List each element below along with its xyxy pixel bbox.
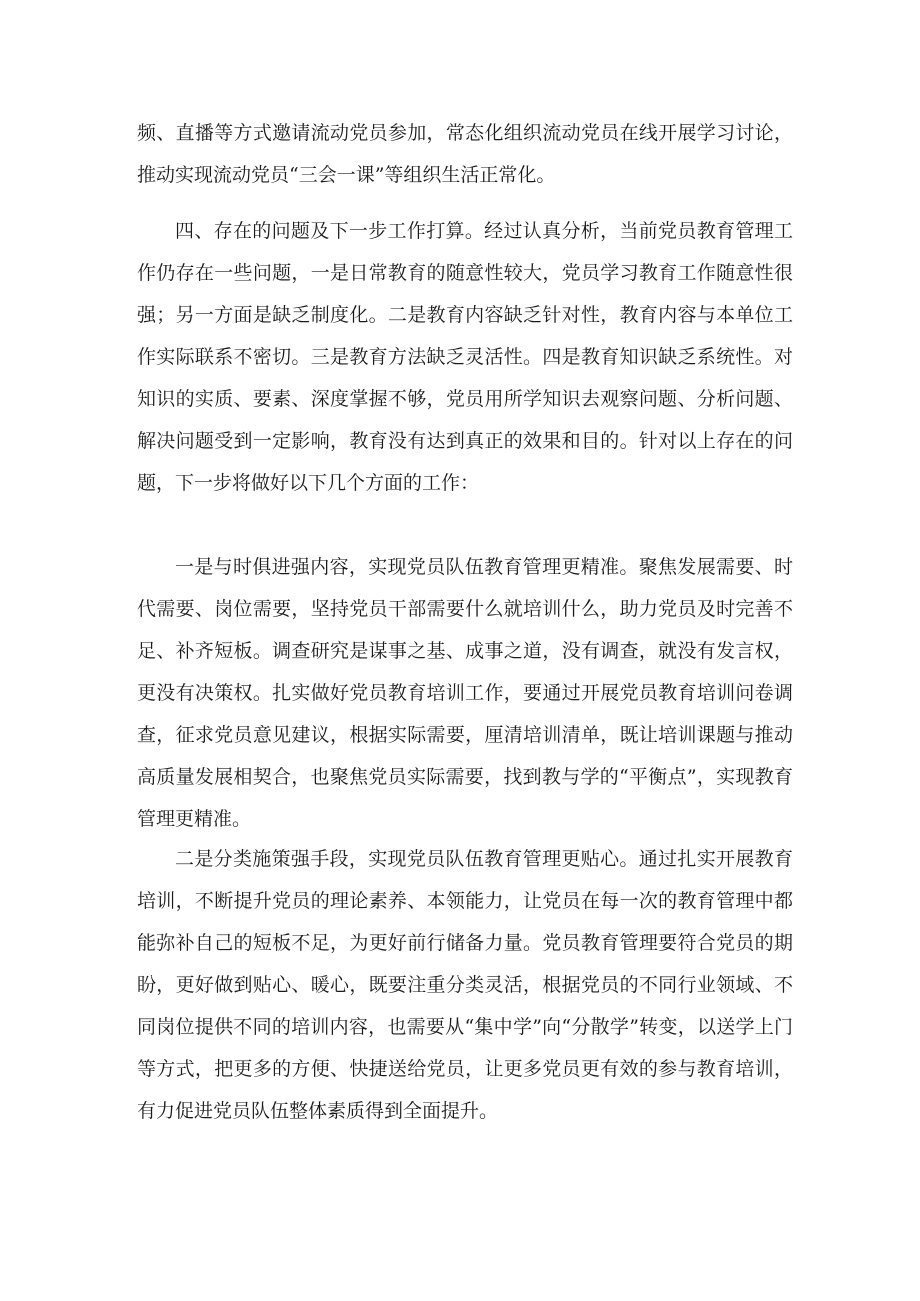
paragraph-classified-measures: [137, 838, 793, 1132]
paragraph-3-text: 一是与时俱进强内容，实现党员队伍教育管理更精准。聚焦发展需要、时代需要、岗位需要，坚持党员干部需要什么就培训什么，助力党员及时完善不足、补齐短板。调查研究是谋事之基、成事之道，没有调查，就没有发言权，更没有决策权。扎实做好党员教育培训工作，要通过开展党员教育培训问卷调查，征求党员意见建议，根据实际需要，厘清培训清单，既让培训课题与推动高质量发展相契合，也聚焦党员实际需要，找到教与学的“平衡点”，实现教育管理更精准。: [137, 556, 793, 830]
paragraph-4-text: 二是分类施策强手段，实现党员队伍教育管理更贴心。通过扎实开展教育培训，不断提升党员的理论素养、本领能力，让党员在每一次的教育管理中都能弥补自己的短板不足，为更好前行储备力量。党员教育管理要符合党员的期盼，更好做到贴心、暖心，既要注重分类灵活，根据党员的不同行业领域、不同岗位提供不同的培训内容，也需要从“集中学”向“分散学”转变，以送学上门等方式，把更多的方便、快捷送给党员，让更多党员更有效的参与教育培训，有力促进党员队伍整体素质得到全面提升。: [137, 848, 793, 1122]
paragraph-continuation: [137, 112, 793, 196]
paragraph-content-precision: [137, 546, 793, 840]
paragraph-problems-and-plans: [137, 210, 793, 504]
paragraph-1-text: 频、直播等方式邀请流动党员参加，常态化组织流动党员在线开展学习讨论，推动实现流动党员“三会一课”等组织生活正常化。: [137, 122, 793, 186]
paragraph-2-text: 四、存在的问题及下一步工作打算。经过认真分析，当前党员教育管理工作仍存在一些问题，一是日常教育的随意性较大，党员学习教育工作随意性很强；另一方面是缺乏制度化。二是教育内容缺乏针对性，教育内容与本单位工作实际联系不密切。三是教育方法缺乏灵活性。四是教育知识缺乏系统性。对知识的实质、要素、深度掌握不够，党员用所学知识去观察问题、分析问题、解决问题受到一定影响，教育没有达到真正的效果和目的。针对以上存在的问题，下一步将做好以下几个方面的工作：: [137, 220, 793, 494]
